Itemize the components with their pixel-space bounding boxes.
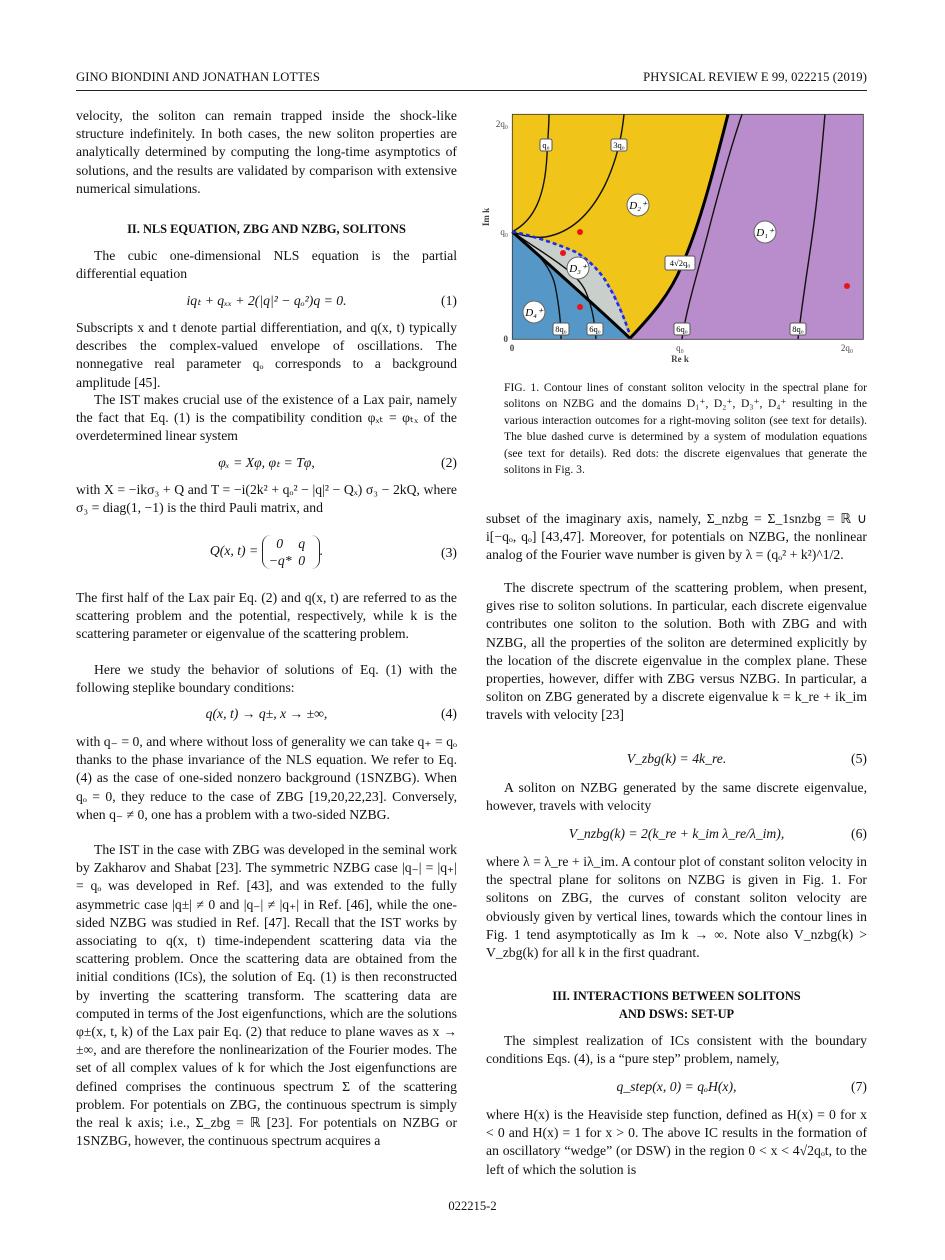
matrix-entry: −q* <box>268 553 292 568</box>
equation-number: (4) <box>441 706 457 721</box>
running-header-authors: GINO BIONDINI AND JONATHAN LOTTES <box>76 70 320 84</box>
running-header-journal: PHYSICAL REVIEW E 99, 022215 (2019) <box>643 70 867 84</box>
equation-number: (5) <box>851 751 867 766</box>
left-column <box>76 107 457 1187</box>
equation-7 <box>486 1078 867 1098</box>
contour-label: 4√2q₀ <box>669 258 691 268</box>
paragraph: where λ = λ_re + iλ_im. A contour plot of constant soliton velocity in the spectral plane for solitons on NZBG is given in Fig. 1. For solitons on ZBG, the curves of constant soliton velocity are obviously given by vertical lines, towards which the contour lines in Fig. 1 tend asymptotically as Im k → ∞. Note also V_nzbg(k) > V_zbg(k) for all k in the first quadrant. <box>486 854 867 961</box>
equation-body: V_nzbg(k) = 2(k_re + k_im λ_re/λ_im), <box>568 826 785 841</box>
eigenvalue-dot <box>844 283 850 289</box>
equation-1 <box>76 292 457 312</box>
paragraph: with X = −ikσ₃ + Q and T = −i(2k² + qₒ² − |q|² − Qₓ) σ₃ − 2kQ, where σ₃ = diag(1, −1) is the third Pauli matrix, and <box>76 482 457 516</box>
equation-body: iqₜ + qₓₓ + 2(|q|² − qₒ²)q = 0. <box>186 293 347 308</box>
equation-body: φₓ = Xφ, φₜ = Tφ, <box>218 455 315 470</box>
equation-body: Q(x, t) = 0 q −q* 0. <box>209 536 324 568</box>
paragraph: The simplest realization of ICs consistent with the boundary conditions Eqs. (4), is a “pure step” problem, namely, <box>486 1033 867 1067</box>
section-heading: II. NLS EQUATION, ZBG AND NZBG, SOLITONS <box>127 222 406 236</box>
x-tick-label: 0 <box>509 343 515 353</box>
x-tick-label: q₀ <box>676 343 684 353</box>
eigenvalue-dot <box>577 304 583 310</box>
equation-body: V_zbg(k) = 4k_re. <box>626 751 727 766</box>
contour-label: 6q₀ <box>589 324 601 334</box>
figure-1-plot <box>475 105 875 370</box>
contour-label: 8q₀ <box>792 324 804 334</box>
y-axis-label: Im k <box>481 207 491 227</box>
equation-body: q_step(x, 0) = qₒH(x), <box>616 1079 737 1094</box>
contour-label: 6q₀ <box>676 324 688 334</box>
contour-label: 8q₀ <box>555 324 567 334</box>
y-tick-label: 2q₀ <box>495 119 508 129</box>
eigenvalue-dot <box>560 250 566 256</box>
paragraph: The first half of the Lax pair Eq. (2) and q(x, t) are referred to as the scattering problem and the potential, respectively, while k is the scattering parameter or eigenvalue of the scattering problem. <box>76 590 457 642</box>
paragraph: velocity, the soliton can remain trapped inside the shock-like structure indefinitely. In both cases, the new soliton properties are analytically determined by computing the long-time asymptotics of solutions, and the results are validated by comparison with extensive numerical simulations. <box>76 108 457 196</box>
equation-number: (1) <box>441 293 457 308</box>
right-column <box>486 380 867 1180</box>
paragraph: Subscripts x and t denote partial differentiation, and q(x, t) typically describes the complex-valued envelope of oscillations. The nonnegative real parameter qₒ corresponds to a background amplitude [45]. <box>76 320 457 390</box>
paragraph: subset of the imaginary axis, namely, Σ_nzbg = Σ_1snzbg = ℝ ∪ i[−qₒ, qₒ] [43,47]. Moreover, for potentials on NZBG, the nonlinear analog of the Fourier wave number is given by λ = (qₒ² + k²)^1/2. <box>486 511 867 563</box>
contour-label: 3q₀ <box>613 140 625 150</box>
header-rule <box>76 90 867 91</box>
x-tick-label: 2q₀ <box>840 343 854 353</box>
y-tick-label: 0 <box>503 334 508 344</box>
paragraph: Here we study the behavior of solutions of Eq. (1) with the following steplike boundary conditions: <box>76 662 457 696</box>
equation-3 <box>76 535 457 575</box>
domain-label-D4: D₄⁺ <box>525 307 543 319</box>
page-number: 022215-2 <box>448 1199 497 1213</box>
equation-2 <box>76 454 457 474</box>
equation-number: (3) <box>441 545 457 560</box>
paragraph: The discrete spectrum of the scattering problem, when present, gives rise to soliton solutions. In particular, each discrete eigenvalue contributes one soliton to the solution. Both with ZBG and with NZBG, all the properties of the soliton are determined explicitly by the location of the discrete eigenvalue in the complex plane. These properties, however, differ with ZBG versus NZBG. In particular, a soliton on ZBG generated by a discrete eigenvalue k = k_re + ik_im travels with velocity [23] <box>486 580 867 723</box>
paragraph: with q₋ = 0, and where without loss of generality we can take q₊ = qₒ thanks to the phase invariance of the NLS equation. We refer to Eq. (4) as the case of one-sided nonzero background (1SNZBG). When qₒ = 0, they reduce to the case of ZBG [19,20,22,23]. Conversely, when q₋ ≠ 0, one has a problem with a two-sided NZBG. <box>76 734 457 822</box>
figure-caption: FIG. 1. Contour lines of constant soliton velocity in the spectral plane for solitons on NZBG and the domains D₁⁺, D₂⁺, D₃⁺, D₄⁺ resulting in the various interaction outcomes for a right-moving soliton (see text for details). The blue dashed curve is determined by a system of modulation equations (see text for details). Red dots: the discrete eigenvalues that generate the solitons in Fig. 3. <box>504 381 867 477</box>
equation-4 <box>76 705 457 725</box>
matrix-entry: q <box>298 536 306 551</box>
paragraph: The IST in the case with ZBG was developed in the seminal work by Zakharov and Shabat [23]. The symmetric NZBG case |q₋| = |q₊| = qₒ was developed in Ref. [43], and was extended to the fully asymmetric case |q±| ≠ 0 and |q₋| ≠ |q₊| in Ref. [46], while the one-sided NZBG was studied in Ref. [47]. Recall that the IST works by associating to q(x, t) time-independent scattering data via the scattering problem. Once the scattering data are obtained from the initial conditions (ICs), the solution of Eq. (1) is then reconstructed by inverting the scattering transform. The scattering data are computed in terms of the Jost eigenfunctions, which are the solutions φ±(x, t, k) of the Lax pair Eq. (2) that reduce to plane waves as x → ±∞, and are therefore the nonlinearization of the Fourier modes. The set of all complex values of k for which the Jost eigenfunctions are defined comprises the continuous spectrum Σ of the scattering problem. For potentials on ZBG, the continuous spectrum is simply the real k axis; i.e., Σ_zbg = ℝ [23]. For potentials on NZBG or 1SNZBG, however, the continuous spectrum acquires a <box>76 842 457 1149</box>
domain-label-D1: D₁⁺ <box>756 227 774 239</box>
paragraph: The IST makes crucial use of the existence of a Lax pair, namely the fact that Eq. (1) is the compatibility condition φₓₜ = φₜₓ of the overdetermined linear system <box>76 392 457 444</box>
equation-number: (7) <box>851 1079 867 1094</box>
matrix-entry: 0 <box>298 553 306 568</box>
x-axis-label: Re k <box>671 354 689 364</box>
eigenvalue-dot <box>577 229 583 235</box>
paragraph: A soliton on NZBG generated by the same discrete eigenvalue, however, travels with velocity <box>486 780 867 814</box>
matrix-entry: 0 <box>276 536 284 551</box>
section-heading: AND DSWS: SET-UP <box>618 1007 735 1021</box>
equation-5 <box>486 750 867 770</box>
paragraph: where H(x) is the Heaviside step function, defined as H(x) = 0 for x < 0 and H(x) = 1 for x > 0. The above IC results in the formation of an oscillatory “wedge” (or DSW) in the region 0 < x < 4√2qₒt, to the left of which the solution is <box>486 1107 867 1177</box>
y-tick-label: q₀ <box>500 227 508 237</box>
domain-label-D2: D₂⁺ <box>629 200 647 212</box>
equation-number: (2) <box>441 455 457 470</box>
contour-label: q₀ <box>542 140 550 150</box>
matrix <box>262 535 320 569</box>
equation-6 <box>486 825 867 845</box>
equation-number: (6) <box>851 826 867 841</box>
matrix-lhs: Q(x, t) = <box>209 543 259 559</box>
paragraph: The cubic one-dimensional NLS equation is the partial differential equation <box>76 248 457 282</box>
equation-body: q(x, t) → q±, x → ±∞, <box>205 706 328 721</box>
section-heading: III. INTERACTIONS BETWEEN SOLITONS <box>552 989 801 1003</box>
domain-label-D3: D₃⁺ <box>569 263 587 275</box>
